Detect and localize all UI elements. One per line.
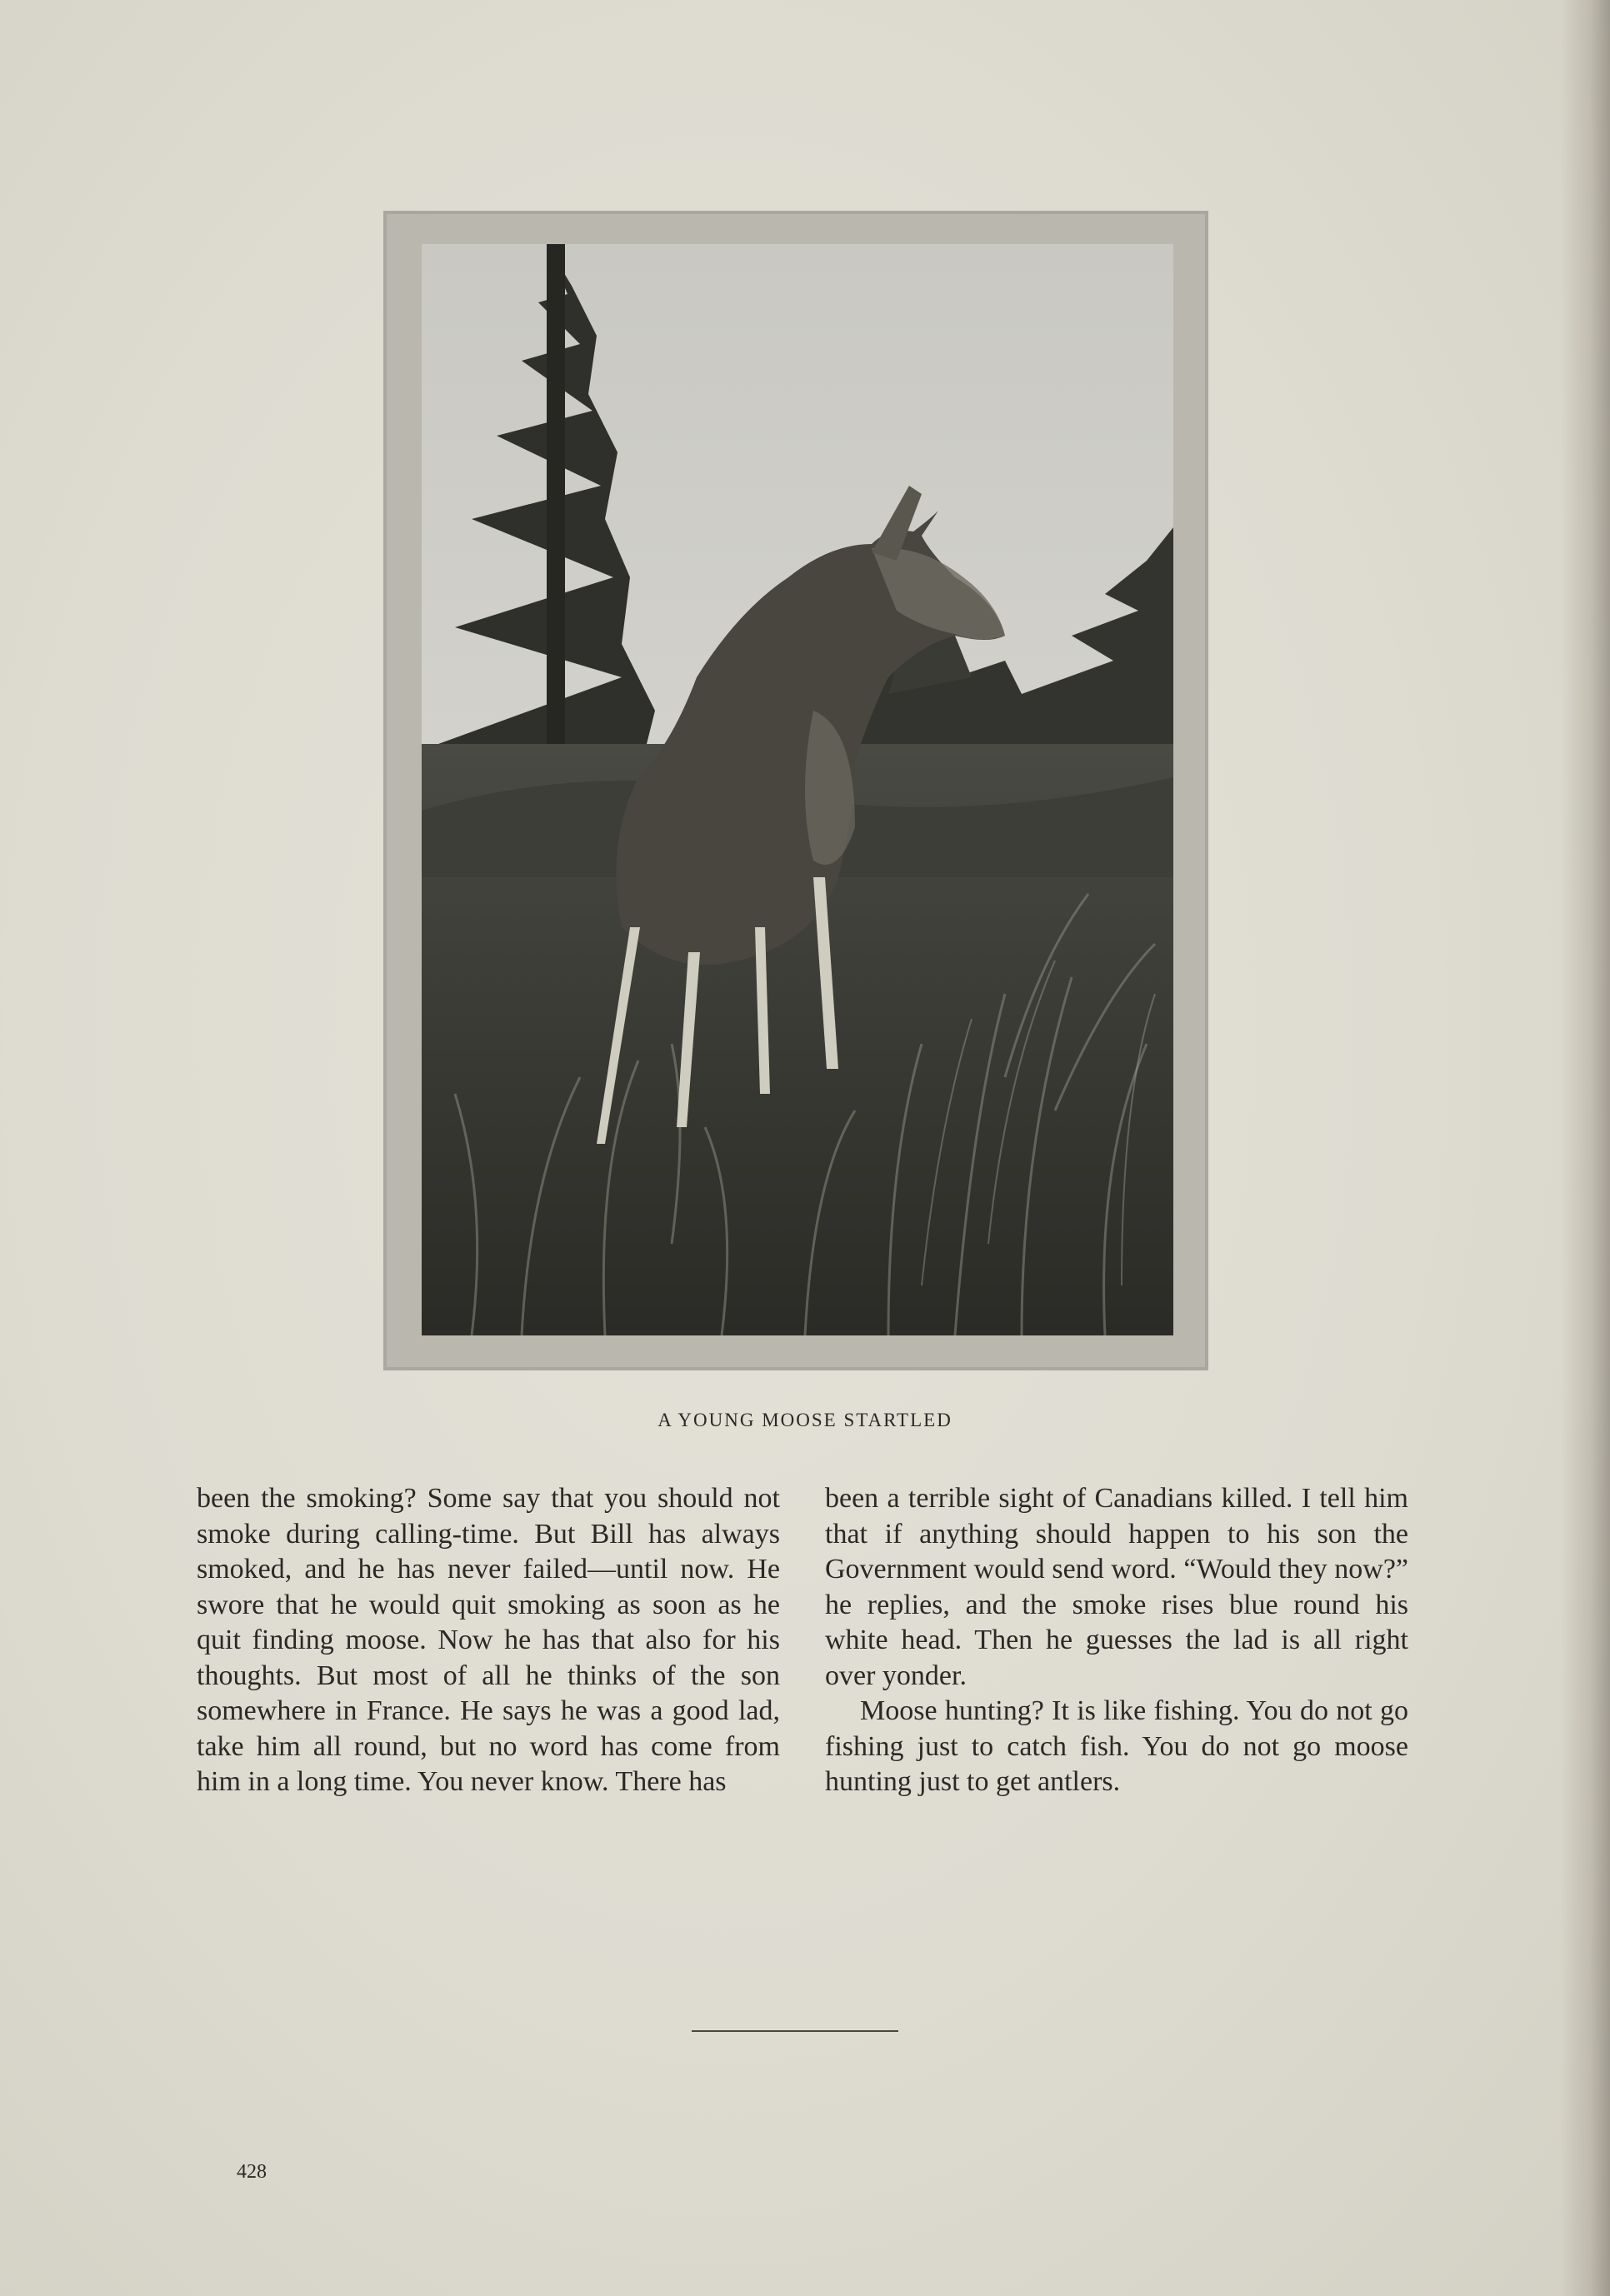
section-divider (692, 2030, 898, 2032)
moose-photo-illustration (422, 244, 1173, 1335)
spine-shadow (1560, 0, 1610, 2296)
right-text-column (825, 1481, 1408, 1800)
right-column-paragraph-1: been a terrible sight of Canadians killed. I tell him that if anything should happen to his son the Government would send word. “Would they now?” he replies, and the smoke rises blue round his white head. Then he guesses the lad is all right over yonder. (825, 1483, 1408, 1691)
right-column-paragraph-2: Moose hunting? It is like fishing. You do not go fishing just to catch fish. You do not go moose hunting just to get antlers. (825, 1695, 1408, 1797)
page-number: 428 (237, 2161, 267, 2183)
photo-frame (383, 211, 1208, 1370)
moose-photo (422, 244, 1173, 1335)
left-column-paragraph: been the smoking? Some say that you should not smoke during calling-time. But Bill has always smoked, and he has never failed—until now. He swore that he would quit smoking as soon as he quit finding moose. Now he has that also for his thoughts. But most of all he thinks of the son somewhere in France. He says he was a good lad, take him all round, but no word has come from him in a long time. You never know. There has (197, 1483, 780, 1797)
left-text-column (197, 1481, 780, 1800)
photo-caption: A YOUNG MOOSE STARTLED (658, 1410, 952, 1430)
